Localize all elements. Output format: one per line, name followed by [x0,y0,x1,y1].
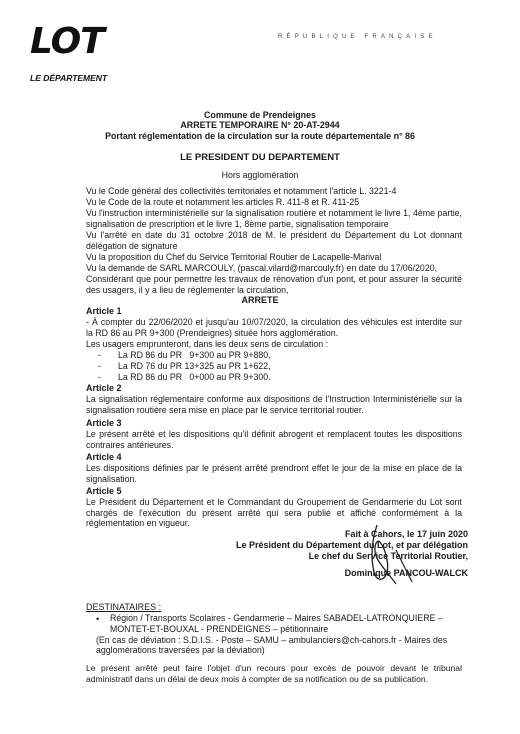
department-logo: LOT [30,21,104,62]
republique-francaise-header: RÉPUBLIQUE FRANÇAISE [278,34,437,40]
recours-notice: Le présent arrêté peut faire l'objet d'un recours pour excès de pouvoir devant le tribunal administratif dans un délai de deux mois à compter de sa notification ou de sa publication. [86,663,462,684]
arrete-heading: ARRETE [241,295,279,305]
considerant: Considérant que pour permettre les travaux de rénovation d'un pont, et pour assurer la sécurité des usagers, il y a lieu de réglementer la circulation, [86,274,462,295]
signature-place-date: Fait à Cahors, le 17 juin 2020 [344,529,468,539]
article-1-text: - À compter du 22/06/2020 et jusqu'au 10/07/2020, la circulation des véhicules est interdite sur la RD 86 au PR 9+300 (Prendeignes) située hors agglomération. [86,317,462,338]
commune-name: Commune de Prendeignes [204,110,316,120]
article-5-text: Le Président du Département et le Commandant du Groupement de Gendarmerie du Lot sont chargés de l'exécution du présent arrêté qui sera publié et affiché conformément à la réglementation en vigueur. [86,497,462,529]
arrete-subject: Portant réglementation de la circulation sur la route départementale n° 86 [105,131,415,141]
signature-delegation: Le Président du Département du Lot, et par délégation [235,540,468,550]
detour-item: La RD 86 du PR 9+300 au PR 9+880, [118,350,271,360]
signatory-name: Dominique PANCOU-WALCK [344,568,468,578]
visa-delegation: Vu l'arrêté en date du 31 octobre 2018 de M. le président du Département du Lot donnant délégation de signature [86,230,462,251]
signature-role: Le chef du Service Territorial Routier, [308,551,468,561]
article-1-users: Les usagers emprunteront, dans les deux sens de circulation : [86,339,329,349]
article-4-title: Article 4 [86,452,122,462]
visa-code-route: Vu le Code de la route et notamment les articles R. 411-8 et R. 411-25 [86,197,360,207]
zone-label: Hors agglomération [221,170,299,180]
department-logo-subtitle: LE DÉPARTEMENT [30,73,108,83]
destinataires-title: DESTINATAIRES : [86,602,162,612]
handwritten-signature [352,520,442,590]
article-3-title: Article 3 [86,418,122,428]
bullet-icon: • [96,614,100,624]
visa-demande: Vu la demande de SARL MARCOULY, (pascal.vilard@marcouly.fr) en date du 17/06/2020, [86,263,438,273]
destinataires-list [96,613,482,656]
article-4-text: Les dispositions définies par le présent arrêté prendront effet le jour de la mise en place de la signalisation. [86,463,462,484]
visa-instruction: Vu l'instruction interministérielle sur la signalisation routière et notamment le livre 1, 4ème partie, signalisation de prescription et le livre 1, 8ème partie, signalisation temporaire [86,208,462,229]
list-item-dash: - [98,372,101,382]
article-5-title: Article 5 [86,486,122,496]
destinataires-main: Région / Transports Scolaires - Gendarmerie – Maires SABADEL-LATRONQUIERE – MONTET-ET-BOUXAL - PRENDEIGNES – pétitionnaire [110,613,443,634]
visa-proposition: Vu la proposition du Chef du Service Territorial Routier de Lacapelle-Marival [86,252,382,262]
visa-ctg: Vu le Code général des collectivités territoriales et notamment l'article L. 3221-4 [86,186,397,196]
list-item-dash: - [98,350,101,360]
article-2-title: Article 2 [86,383,122,393]
article-3-text: Le présent arrêté et les dispositions qu'il définit abrogent et remplacent toutes les dispositions contraires antérieures. [86,429,462,450]
arrete-reference: ARRETE TEMPORAIRE N° 20-AT-2944 [180,120,340,130]
article-2-text: La signalisation réglementaire conforme aux dispositions de l'Instruction Interministérielle sur la signalisation routière sera mise en place par le service territorial routier. [86,394,462,415]
president-heading: LE PRESIDENT DU DEPARTEMENT [180,152,340,163]
list-item-dash: - [98,361,101,371]
destinataires-deviation: (En cas de déviation : S.D.I.S. - Poste – SAMU – ambulanciers@ch-cahors.fr - Maires des agglomérations traversées par la déviation) [96,634,448,656]
article-1-title: Article 1 [86,306,122,316]
detour-item: La RD 76 du PR 13+325 au PR 1+622, [118,361,271,371]
detour-item: La RD 86 du PR 0+000 au PR 9+300. [118,372,271,382]
